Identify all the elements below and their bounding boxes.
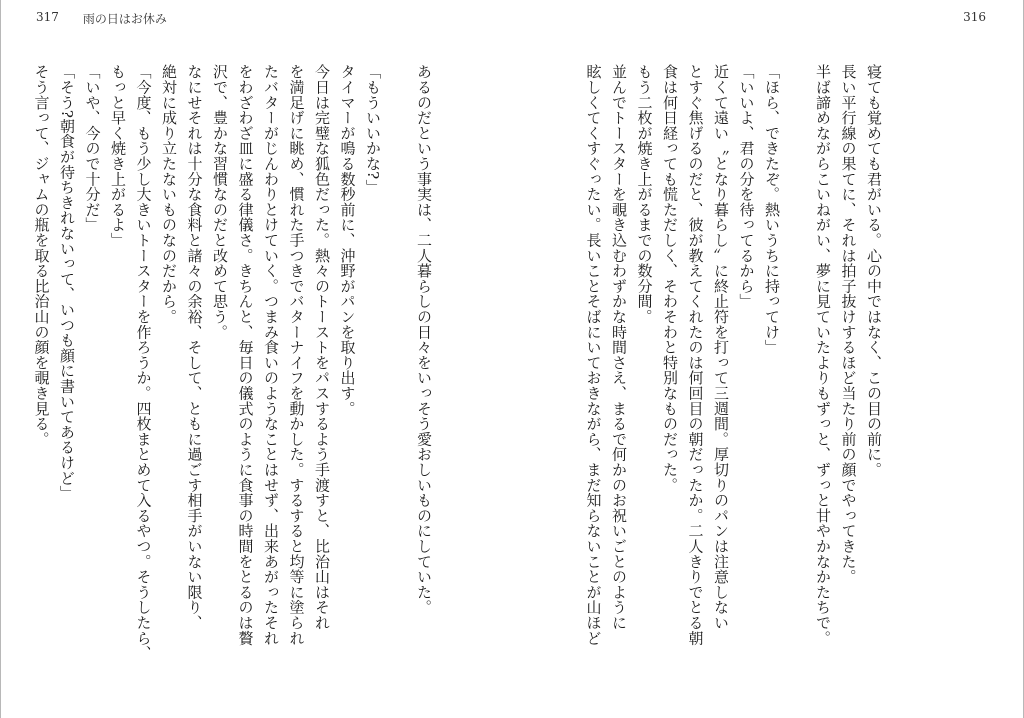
left-page-number: 317 xyxy=(36,10,59,24)
text-line: もう二枚が焼き上がるまでの数分間。 xyxy=(635,64,654,325)
right-page-header xyxy=(963,10,986,24)
left-page-header xyxy=(36,10,167,27)
text-line: 眩しくてくすぐったい。長いことそばにいておきながら、まだ知らないことが山ほど xyxy=(584,64,603,646)
blank-line xyxy=(385,64,411,664)
text-line: 「今度、もう少し大きいトースターを作ろうか。四枚まとめて入るやつ。そうしたら、 xyxy=(134,64,153,661)
text-line: を満足げに眺め、慣れた手つきでバターナイフを動かした。するすると均等に塗られ xyxy=(287,64,306,646)
text-line: 並んでトースターを覗き込むわずかな時間さえ、まるで何かのお祝いごとのように xyxy=(610,64,628,631)
text-line: をわざわざ皿に盛る律儀さ。きちんと、毎日の儀式のように食事の時間をとるのは贅 xyxy=(236,64,255,646)
text-line: 今日は完璧な狐色だった。熱々のトーストをパスするよう手渡すと、比治山はそれ xyxy=(313,64,331,631)
text-line: 「そう?朝食が待ちきれないって、いつも顔に書いてあるけど」 xyxy=(58,64,76,501)
text-line: たバターがじんわりとけていく。つまみ食いのようなことはせず、出来あがったそれ xyxy=(262,64,280,646)
text-line: 「もういいかな?」 xyxy=(364,64,382,195)
text-line: 「いや、今ので十分だ」 xyxy=(83,64,102,233)
blank-line xyxy=(784,64,810,664)
text-line: とすぐ焦げるのだと、彼が教えてくれたのは何回目の朝だったか。二人きりでとる朝 xyxy=(686,64,705,646)
text-line: そう言って、ジャムの瓶を取る比治山の顔を覗き見る。 xyxy=(32,64,51,447)
left-page-text xyxy=(32,64,436,664)
text-line: 近くて遠い〝となり暮らし〟に終止符を打って三週間。厚切りのパンは注意しない xyxy=(712,64,730,631)
text-line: 「ほら、できたぞ。熱いうちに持ってけ」 xyxy=(763,64,781,355)
text-line: 長い平行線の果てに、それは拍子抜けするほど当たり前の顔でやってきた。 xyxy=(839,64,858,585)
text-line: 沢で、豊かな習慣なのだと改めて思う。 xyxy=(211,64,229,340)
page-edge-left xyxy=(0,0,1,718)
right-page-number: 316 xyxy=(963,10,986,24)
running-title: 雨の日はお休み xyxy=(82,12,167,26)
right-page-text xyxy=(586,64,886,664)
text-line: タイマーが鳴る数秒前に、沖野がパンを取り出す。 xyxy=(338,64,357,416)
text-line: 絶対に成り立たないものなのだから。 xyxy=(160,64,178,325)
text-line: 寝ても覚めても君がいる。心の中ではなく、この目の前に。 xyxy=(865,64,883,478)
text-line: あるのだという事実は、二人暮らしの日々をいっそう愛おしいものにしていた。 xyxy=(415,64,433,615)
text-line: 食は何日経っても慌ただしく、そわそわと特別なものだった。 xyxy=(661,64,679,493)
text-line: 半ば諦めながらこいねがい、夢に見ていたよりもずっと、ずっと甘やかなかたちで。 xyxy=(814,64,832,646)
text-line: もっと早く焼き上がるよ」 xyxy=(109,64,127,248)
text-line: 「いいよ、君の分を待ってるから」 xyxy=(737,64,756,309)
text-line: なにせそれは十分な食料と諸々の余裕、そして、ともに過ごす相手がいない限り、 xyxy=(185,64,204,631)
